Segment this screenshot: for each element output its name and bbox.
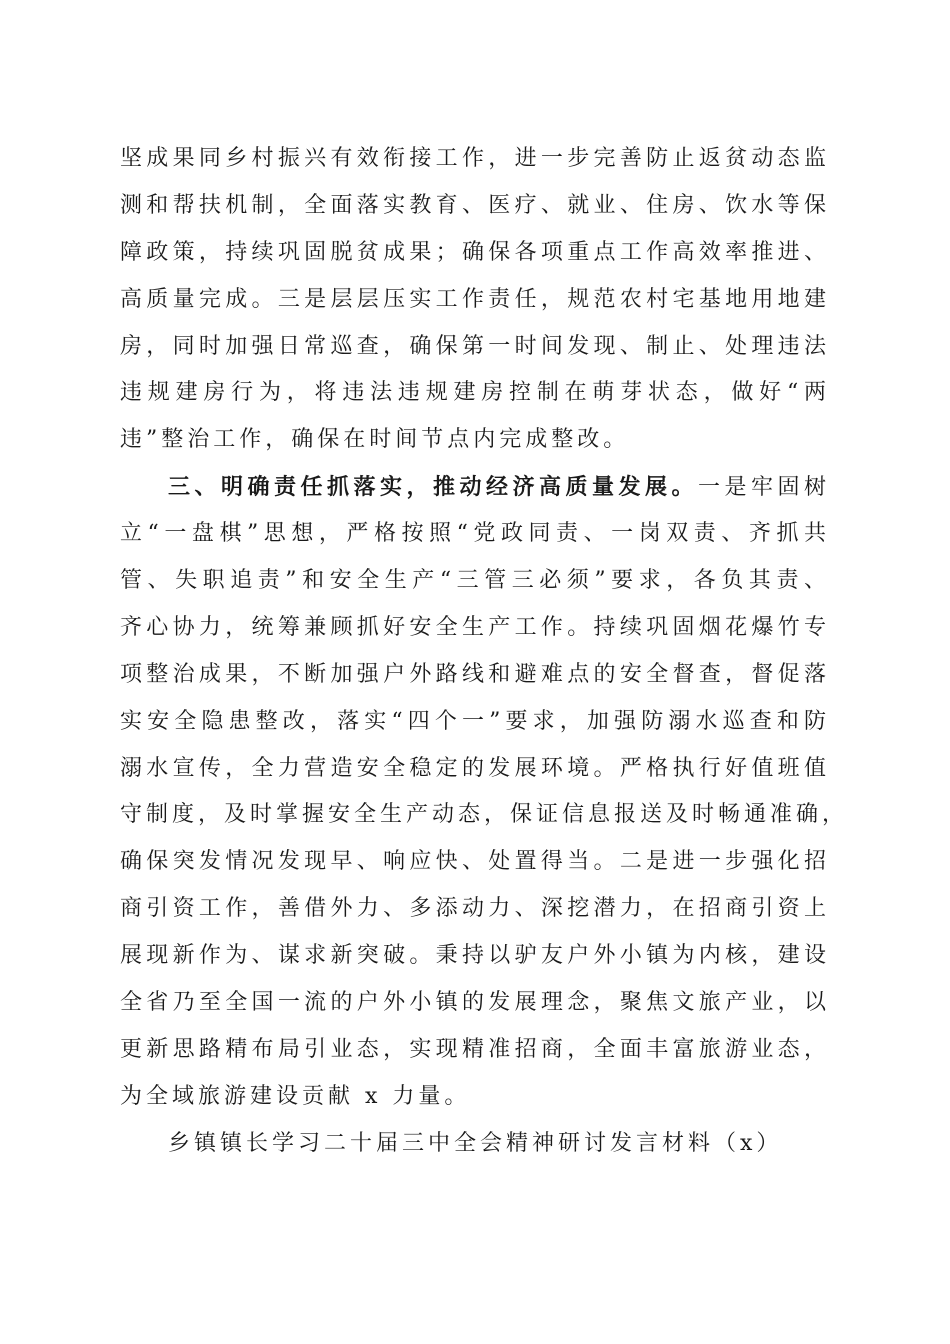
section3-line: 全省乃至全国一流的户外小镇的发展理念，聚焦文旅产业，以	[120, 990, 830, 1016]
section3-line: 管、失职追责”和安全生产“三管三必须”要求，各负其责、	[120, 568, 830, 594]
section3-line: 溺水宣传，全力营造安全稳定的发展环境。严格执行好值班值	[120, 755, 830, 781]
section3-line: 项整治成果，不断加强户外路线和避难点的安全督查，督促落	[120, 661, 830, 687]
section3-first-line	[120, 464, 830, 511]
para1-line: 坚成果同乡村振兴有效衔接工作，进一步完善防止返贫动态监	[120, 146, 830, 171]
section3-line: 商引资工作，善借外力、多添动力、深挖潜力，在招商引资上	[120, 896, 830, 922]
section3-line: 立“一盘棋”思想，严格按照“党政同责、一岗双责、齐抓共	[120, 521, 830, 547]
section3-line: 齐心协力，统筹兼顾抓好安全生产工作。持续巩固烟花爆竹专	[120, 614, 830, 640]
section3-first-line-rest: 一是牢固树	[697, 475, 830, 501]
section3-line: 为全域旅游建设贡献 x 力量。	[120, 1083, 471, 1109]
section3-line: 更新思路精布局引业态，实现精准招商，全面丰富旅游业态，	[120, 1036, 830, 1062]
para1-line: 违”整治工作，确保在时间节点内完成整改。	[120, 427, 630, 453]
para1-line: 障政策，持续巩固脱贫成果；确保各项重点工作高效率推进、	[120, 239, 830, 265]
next-document-title: 乡镇镇长学习二十届三中全会精神研讨发言材料（x）	[168, 1130, 783, 1156]
para1-line: 违规建房行为，将违法违规建房控制在萌芽状态，做好“两	[120, 380, 830, 406]
section3-heading: 三、明确责任抓落实，推动经济高质量发展。	[168, 474, 698, 501]
section3-line: 实安全隐患整改，落实“四个一”要求，加强防溺水巡查和防	[120, 708, 830, 734]
para1-line: 高质量完成。三是层层压实工作责任，规范农村宅基地用地建	[120, 286, 830, 312]
body-text	[120, 136, 849, 1168]
para1-line: 房，同时加强日常巡查，确保第一时间发现、制止、处理违法	[120, 333, 830, 359]
section3-line: 展现新作为、谋求新突破。秉持以驴友户外小镇为内核，建设	[120, 943, 830, 969]
para1-line: 测和帮扶机制，全面落实教育、医疗、就业、住房、饮水等保	[120, 192, 830, 218]
section3-line: 守制度，及时掌握安全生产动态，保证信息报送及时畅通准确，	[120, 802, 849, 828]
section3-line: 确保突发情况发现早、响应快、处置得当。二是进一步强化招	[120, 849, 830, 875]
